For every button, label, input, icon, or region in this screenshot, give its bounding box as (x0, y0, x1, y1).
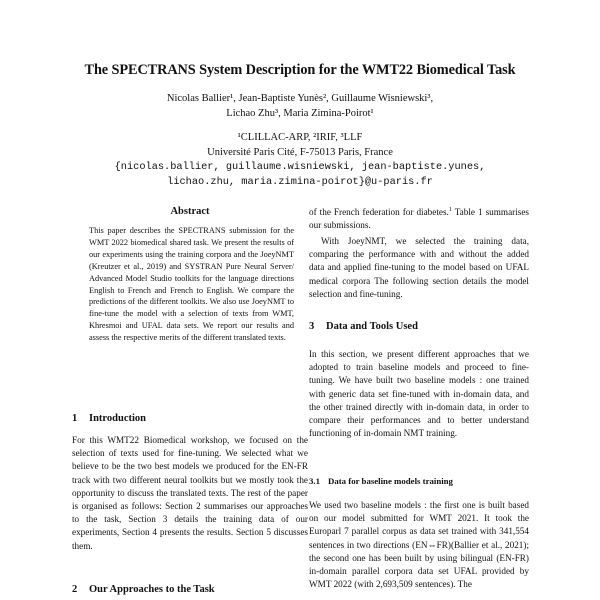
section-title: Introduction (89, 413, 146, 424)
affiliation-block (0, 130, 600, 190)
authors-line-1: Nicolas Ballier¹, Jean-Baptiste Yunès², Guillaume Wisniewski³, (166, 93, 434, 104)
university: Université Paris Cité, F-75013 Paris, France (207, 147, 393, 158)
abstract-text: This paper describes the SPECTRANS submission for the WMT 2022 biomedical shared task. We present the results of our experiments using the training corpora and the JoeyNMT (Kreutzer et al., 2019) and SYSTRAN Pure Neural Server/ Advanced Model Studio toolkits for the language directions English to French and French to English. We compare the predictions of the different toolkits. We also use JoeyNMT to fine-tune the model with a selection of texts from WMT, Khresmoi and UFAL data sets. We report our results and assess the respective merits of the different translated texts. (89, 226, 294, 343)
data-tools-paragraph: In this section, we present different approaches that we adopted to train baseline models and proceed to fine-tuning. We have built two baseline models : one trained with generic data set fine-tuned with in-domain data, and the other trained directly with in-domain data, in order to compare their performances and to better understand functioning of in-domain NMT training. (309, 349, 529, 439)
section-title: Data and Tools Used (326, 321, 418, 332)
section-title: Our Approaches to the Task (89, 584, 215, 595)
subsection-3-1-heading (309, 476, 529, 486)
abstract-heading: Abstract (170, 206, 210, 217)
emails-line-1: {nicolas.ballier, guillaume.wisniewski, jean-baptiste.yunes, (114, 161, 486, 173)
joeynmt-paragraph: With JoeyNMT, we selected the training data, comparing the performance with and without the added data and applied fine-tuning to the model based on UFAL medical corpora The following section details the model selection and fine-tuning. (309, 236, 529, 299)
section-2-heading (72, 584, 308, 595)
continued-text: of the French federation for diabetes. (309, 207, 449, 217)
continued-text-end: Table 1 summarises our submissions. (309, 207, 529, 231)
section-1-heading (72, 413, 308, 424)
authors-block (0, 91, 600, 121)
right-col-continued-paragraph (309, 206, 529, 232)
emails-line-2: lichao.zhu, maria.zimina-poirot}@u-paris.fr (167, 176, 433, 188)
footnote-marker: 1 (448, 206, 452, 213)
section-number: 1 (72, 413, 78, 424)
section-number: 2 (72, 584, 78, 595)
section-3-heading (309, 321, 529, 332)
intro-paragraph: For this WMT22 Biomedical workshop, we focused on the selection of texts used for fine-tuning. We selected what we believe to be the two best models we produced for the EN-FR track with two different neural toolkits but we mostly took the opportunity to discuss the translated texts. The rest of the paper is organised as follows: Section 2 summarises our approaches to the task, Section 3 details the training data of our experiments, Section 4 presents the results. Section 5 discusses them. (72, 435, 308, 551)
authors-line-2: Lichao Zhu³, Maria Zimina-Poirot¹ (226, 108, 374, 119)
baseline-paragraph: We used two baseline models : the first one is built based on our model submitted for WMT 2021. It took the Europarl 7 parallel corpus as data set trained with 341,554 sentences in two directions (EN⇔FR)(Ballier et al., 2021); the second one has been built by using bilingual (EN-FR) in-domain parallel corpora data set UFAL provided by WMT 2022 (with 2,693,509 sentences). The (309, 500, 529, 590)
paper-title: The SPECTRANS System Description for the WMT22 Biomedical Task (84, 62, 516, 78)
section-number: 3 (309, 321, 315, 332)
affiliations: ¹CLILLAC-ARP, ²IRIF, ³LLF (237, 132, 363, 143)
subsection-title: Data for baseline models training (328, 476, 453, 486)
subsection-number: 3.1 (309, 476, 320, 486)
